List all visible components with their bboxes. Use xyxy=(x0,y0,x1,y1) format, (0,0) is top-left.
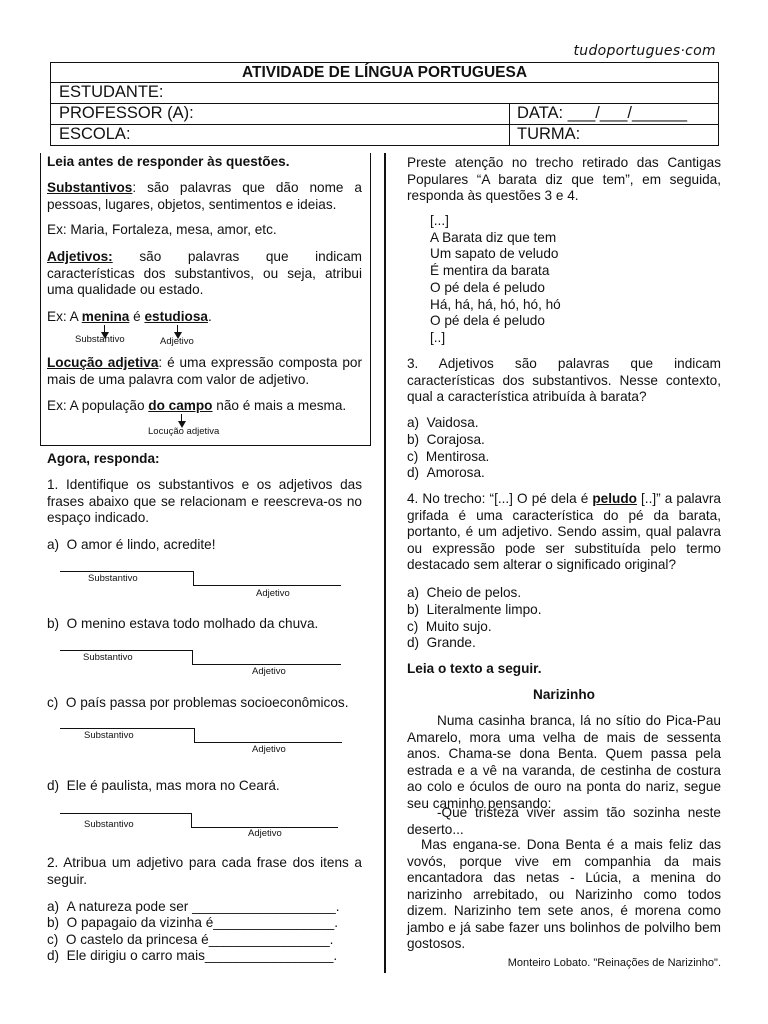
subst-label: Substantivo xyxy=(88,573,138,584)
adjective-definition xyxy=(47,249,362,299)
poem-line: É mentira da barata xyxy=(430,263,550,279)
poem-intro: Preste atenção no trecho retirado das Cantigas Populares “A barata diz que tem”, em seguida, responda às questões 3 e 4. xyxy=(407,155,721,203)
ex1-end: . xyxy=(207,309,212,324)
subst-label: Substantivo xyxy=(84,819,134,830)
adj-label: Adjetivo xyxy=(252,744,286,755)
poem-line: Um sapato de veludo xyxy=(430,246,559,262)
adj-label: Adjetivo xyxy=(252,666,286,677)
read-text-heading: Leia o texto a seguir. xyxy=(407,661,542,676)
poem xyxy=(430,213,561,347)
teacher-field: PROFESSOR (A): xyxy=(59,104,194,122)
q2-item-b: b) O papagaio da vizinha é________________. xyxy=(47,915,338,930)
example-1 xyxy=(47,309,212,326)
q3-options xyxy=(407,415,489,482)
q2-item-c: c) O castelo da princesa é________________. xyxy=(47,932,334,947)
poem-line: [...] xyxy=(430,213,449,228)
story-title: Narizinho xyxy=(533,687,595,702)
class-field: TURMA: xyxy=(517,125,581,143)
locution-def-text: : é uma expressão composta por mais de uma palavra com valor de adjetivo. xyxy=(47,355,362,387)
column-divider xyxy=(384,153,386,973)
site-name: tudoportugues·com xyxy=(573,43,716,59)
worksheet-title: ATIVIDADE DE LÍNGUA PORTUGUESA xyxy=(51,63,718,83)
poem-line: Há, há, há, hó, hó, hó xyxy=(430,296,561,312)
subst-answer-line[interactable] xyxy=(60,571,194,572)
story-paragraph-2: -Que tristeza viver assim tão sozinha neste deserto... xyxy=(407,805,721,837)
substantive-def-text: : são palavras que dão nome a pessoas, lugares, objetos, sentimentos e ideias. xyxy=(47,180,362,212)
ex2-locution: do campo xyxy=(148,398,213,413)
q4-option-b: b) Literalmente limpo. xyxy=(407,601,542,617)
story-source: Monteiro Lobato. "Reinações de Narizinho". xyxy=(507,957,721,969)
ex1-mid: é xyxy=(129,309,145,324)
school-field: ESCOLA: xyxy=(59,125,131,143)
substantive-example: Ex: Maria, Fortaleza, mesa, amor, etc. xyxy=(47,222,277,237)
poem-line: O pé dela é peludo xyxy=(430,313,545,329)
question-1: 1. Identifique os substantivos e os adjetivos das frases abaixo que se relacionam e reescreva-os no espaço indicado. xyxy=(47,477,362,525)
subst-label: Substantivo xyxy=(83,652,133,663)
student-field: ESTUDANTE: xyxy=(51,83,718,104)
question-3: 3. Adjetivos são palavras que indicam características dos substantivos. Nesse contexto, qual a característica atribuída à barata? xyxy=(407,356,721,404)
ex1-adjective: estudiosa xyxy=(144,309,208,324)
q2-item-a: a) A natureza pode ser ___________________. xyxy=(47,899,340,914)
adj-label: Adjetivo xyxy=(248,828,282,839)
story-paragraph-1: Numa casinha branca, lá no sítio do Pica-Pau Amarelo, mora uma velha de mais de sessenta anos. Chama-se dona Benta. Quem passa pela estrada e a vê na varanda, de cestinha de costura ao colo e óculos de ouro na ponta do nariz, segue seu caminho pensando: xyxy=(407,713,721,811)
q1-item-b: b) O menino estava todo molhado da chuva. xyxy=(47,616,319,631)
ex2-end: não é mais a mesma. xyxy=(212,398,347,413)
adjective-term: Adjetivos: xyxy=(47,249,113,264)
line-connector xyxy=(192,650,193,665)
subst-label: Substantivo xyxy=(84,730,134,741)
q1-item-a: a) O amor é lindo, acredite! xyxy=(47,537,216,552)
q3-option-a: a) Vaidosa. xyxy=(407,415,479,430)
ex2-pre: Ex: A população xyxy=(47,398,149,413)
ex2-locution-label: Locução adjetiva xyxy=(148,426,220,437)
q4-pre: 4. No trecho: “[...] O pé dela é xyxy=(407,491,593,506)
adjective-def-text: são palavras que indicam características dos substantivos, ou seja, atribui uma qualidade ou estado. xyxy=(47,249,362,297)
q1-item-d: d) Ele é paulista, mas mora no Ceará. xyxy=(47,778,280,793)
locution-term: Locução adjetiva xyxy=(47,355,159,370)
subst-answer-line[interactable] xyxy=(60,728,195,729)
story-paragraph-3: Mas engana-se. Dona Benta é a mais feliz das vovós, porque vive em companhia da mais encantadora das netas - Lúcia, a menina do narizinho arrebitado, ou Narizinho como todos dizem. Narizinho tem sete anos, é morena como jambo e já sabe fazer uns bolinhos de polvilho bem gostosos. xyxy=(407,837,721,951)
subst-answer-line[interactable] xyxy=(60,813,192,814)
q4-option-a: a) Cheio de pelos. xyxy=(407,585,522,600)
ex1-adjective-label: Adjetivo xyxy=(160,336,194,347)
q4-option-d: d) Grande. xyxy=(407,635,476,651)
ex1-pre: Ex: A xyxy=(47,309,82,324)
poem-line: A Barata diz que tem xyxy=(430,229,557,245)
adj-label: Adjetivo xyxy=(256,588,290,599)
q4-post: [..]” a palavra grifada é uma característica do pé da barata, portanto, é um adjetivo. Sendo assim, qual palavra ou expressão pode ser substituída pelo termo destacado sem alterar o significado original? xyxy=(407,491,721,572)
q3-option-d: d) Amorosa. xyxy=(407,465,485,481)
substantive-term: Substantivos xyxy=(47,180,133,195)
line-connector xyxy=(191,813,192,828)
q1-item-c: c) O país passa por problemas socioeconômicos. xyxy=(47,695,349,710)
teacher-row xyxy=(51,104,718,125)
poem-line: [..] xyxy=(430,329,446,345)
header-divider xyxy=(509,104,510,145)
header-table xyxy=(50,62,719,146)
adj-answer-line[interactable] xyxy=(193,585,341,586)
q2-item-d: d) Ele dirigiu o carro mais_________________. xyxy=(47,948,338,963)
school-row xyxy=(51,125,718,145)
locution-definition xyxy=(47,355,362,388)
q3-option-b: b) Corajosa. xyxy=(407,431,485,447)
box-intro: Leia antes de responder às questões. xyxy=(47,154,290,169)
answer-heading: Agora, responda: xyxy=(47,451,160,466)
date-field: DATA: ___/___/______ xyxy=(517,104,688,122)
subst-answer-line[interactable] xyxy=(60,650,193,651)
ex1-noun: menina xyxy=(81,309,130,324)
q3-option-c: c) Mentirosa. xyxy=(407,448,490,464)
q4-option-c: c) Muito sujo. xyxy=(407,618,492,634)
poem-line: O pé dela é peludo xyxy=(430,279,545,295)
example-2 xyxy=(47,398,346,415)
line-connector xyxy=(194,728,195,743)
line-connector xyxy=(193,571,194,586)
q4-options xyxy=(407,585,541,652)
ex1-noun-label: Substantivo xyxy=(75,334,125,345)
question-4 xyxy=(407,491,721,574)
question-2: 2. Atribua um adjetivo para cada frase dos itens a seguir. xyxy=(47,855,362,887)
substantive-definition xyxy=(47,180,362,213)
q4-underlined-word: peludo xyxy=(592,491,637,506)
